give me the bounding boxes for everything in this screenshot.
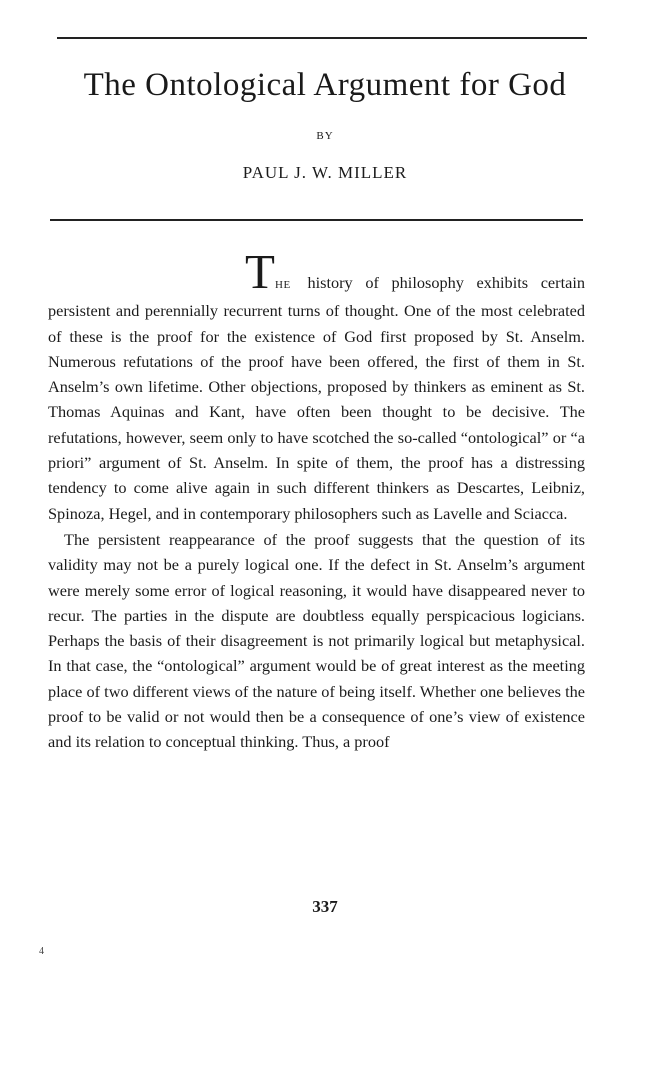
first-word-smallcaps: HE	[274, 279, 291, 291]
author-name: PAUL J. W. MILLER	[242, 163, 408, 182]
drop-cap: T	[245, 244, 275, 299]
margin-mark: 4	[39, 946, 44, 957]
top-rule	[57, 37, 587, 39]
section-rule	[50, 219, 583, 221]
article-title: The Ontological Argument for God	[83, 67, 567, 103]
paragraph-1-text: history of philosophy exhibits certain persistent and perennially recurrent turns of thought. One of the most celebrated of these is the proof for the existence of God first proposed by St. Anselm. Numerous refutations of the proof have been offered, the first of them in St. Anselm’s own lifetime. Other objections, proposed by thinkers as eminent as St. Thomas Aquinas and Kant, have often been thought to be decisive. The refutations, however, seem only to have scotched the so-called “ontological” or “a priori” argument of St. Anselm. In spite of them, the proof has a distressing tendency to come alive again in such different thinkers as Descartes, Leibniz, Spinoza, Hegel, and in contemporary philosophers such as Lavelle and Sciacca.	[48, 273, 585, 523]
byline-label: BY	[316, 130, 334, 142]
paragraph-2: The persistent reappearance of the proof suggests that the question of its validity may not be a purely logical one. If the defect in St. Anselm’s argument were merely some error of logical reasoning, it would have disappeared never to recur. The parties in the dispute are doubtless equally perspicacious logicians. Perhaps the basis of their disagreement is not primarily logical but metaphysical. In that case, the “ontological” argument would be of great interest as the meeting place of two different views of the nature of being itself. Whether one believes the proof to be valid or not would then be a consequence of one’s view of existence and its relation to conceptual thinking. Thus, a proof	[48, 529, 585, 752]
paragraph-1	[48, 244, 585, 526]
page-number: 337	[312, 897, 338, 916]
article-body	[48, 244, 585, 755]
